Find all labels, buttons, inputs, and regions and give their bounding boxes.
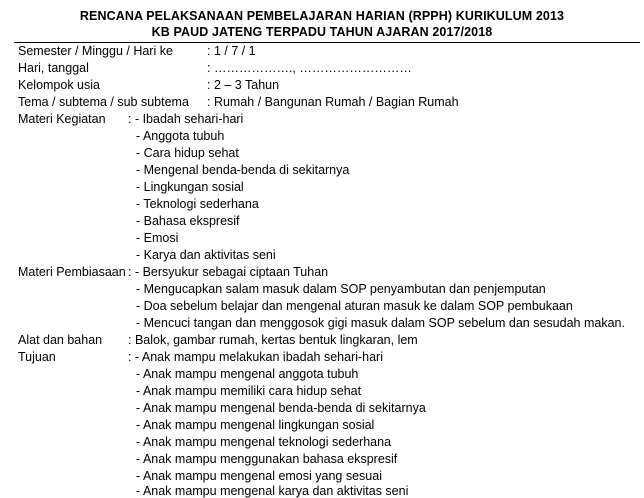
hari-tanggal-label: Hari, tanggal (18, 61, 89, 75)
tujuan-item: - Anak mampu mengenal karya dan aktivitas seni (136, 485, 409, 498)
tema-value: : Rumah / Bangunan Rumah / Bagian Rumah (207, 95, 459, 109)
materi-kegiatan-label: Materi Kegiatan (18, 112, 106, 126)
hari-tanggal-value: : ………………., ……………………… (207, 61, 412, 75)
document-title: RENCANA PELAKSANAAN PEMBELAJARAN HARIAN (RPPH) KURIKULUM 2013 (79, 9, 565, 23)
materi-kegiatan-item: - Cara hidup sehat (136, 146, 239, 160)
tujuan-item: - Anak mampu menggunakan bahasa ekspresif (136, 452, 398, 466)
materi-kegiatan-item: - Karya dan aktivitas seni (136, 248, 276, 262)
materi-kegiatan-item: - Mengenal benda-benda di sekitarnya (136, 163, 350, 177)
kelompok-usia-value: : 2 – 3 Tahun (207, 78, 280, 92)
materi-kegiatan-item: - Anggota tubuh (136, 129, 225, 143)
tujuan-label: Tujuan (18, 350, 56, 364)
document-subtitle: KB PAUD JATENG TERPADU TAHUN AJARAN 2017/2018 (151, 25, 493, 39)
tujuan-item: - Anak mampu mengenal lingkungan sosial (136, 418, 375, 432)
kelompok-usia-label: Kelompok usia (18, 78, 100, 92)
tema-label: Tema / subtema / sub subtema (18, 95, 189, 109)
semester-value: : 1 / 7 / 1 (207, 44, 256, 58)
materi-pembiasaan-item: - Mengucapkan salam masuk dalam SOP penyambutan dan penjemputan (136, 282, 546, 296)
materi-kegiatan-item: - Bahasa ekspresif (136, 214, 240, 228)
materi-kegiatan-first: : - Ibadah sehari-hari (128, 112, 244, 126)
alat-bahan-label: Alat dan bahan (18, 333, 103, 347)
alat-bahan-value: : Balok, gambar rumah, kertas bentuk lingkaran, lem (128, 333, 418, 347)
materi-pembiasaan-item: - Doa sebelum belajar dan mengenal aturan masuk ke dalam SOP pembukaan (136, 299, 573, 313)
tujuan-item: - Anak mampu mengenal teknologi sederhana (136, 435, 392, 449)
materi-pembiasaan-item: - Mencuci tangan dan menggosok gigi masuk dalam SOP sebelum dan sesudah makan. (136, 316, 625, 330)
tujuan-item: - Anak mampu mengenal emosi yang sesuai (136, 469, 382, 483)
materi-kegiatan-item: - Emosi (136, 231, 179, 245)
tujuan-item: - Anak mampu mengenal anggota tubuh (136, 367, 359, 381)
tujuan-first: : - Anak mampu melakukan ibadah sehari-hari (128, 350, 383, 364)
materi-kegiatan-item: - Teknologi sederhana (136, 197, 259, 211)
tujuan-item: - Anak mampu mengenal benda-benda di sekitarnya (136, 401, 426, 415)
materi-pembiasaan-label: Materi Pembiasaan (18, 265, 126, 279)
materi-pembiasaan-first: : - Bersyukur sebagai ciptaan Tuhan (128, 265, 329, 279)
materi-kegiatan-item: - Lingkungan sosial (136, 180, 244, 194)
tujuan-item: - Anak mampu memiliki cara hidup sehat (136, 384, 362, 398)
semester-label: Semester / Minggu / Hari ke (18, 44, 173, 58)
